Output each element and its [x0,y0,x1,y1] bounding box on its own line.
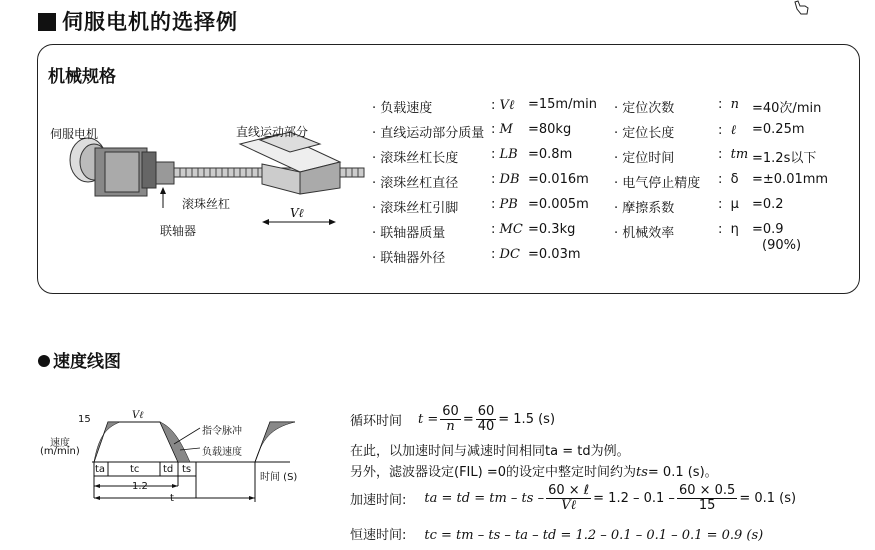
tc-label: tc [130,464,140,475]
constant-speed-label: 恒速时间: [350,528,407,543]
machine-spec-heading: 机械规格 [48,67,116,87]
hand-cursor-icon [792,0,810,16]
y-tick-15: 15 [78,414,91,425]
constant-speed-formula: 恒速时间: tc = tm – ts – ta – td = 1.2 – 0.1 – 0.1 – 0.1 = 0.9 (s) [350,528,764,543]
coupling-icon [156,162,174,184]
spec-symbol: η [730,222,739,237]
ball-screw-label: 滚珠丝杠 [182,197,231,211]
spec-symbol: δ [730,172,739,187]
spec-value: =0.3kg [528,222,576,237]
servo-motor-label: 伺服电机 [50,127,99,141]
spec-label: · 联轴器质量 [372,226,446,241]
spec-symbol: MC [499,222,523,237]
spec-value: =15m/min [528,97,597,112]
speed-diagram-heading: 速度线图 [38,347,121,372]
servo-motor-icon [70,138,156,196]
spec-value: =0.005m [528,197,589,212]
spec-value: =±0.01mm [752,172,829,187]
efficiency-percent: (90%) [762,238,802,253]
spec-label: · 滚珠丝杠直径 [372,176,459,191]
spec-label: · 定位长度 [614,126,675,141]
ts-label: ts [182,464,192,475]
y-axis-label-1: 速度 [50,438,70,449]
bullet-dot-icon [38,355,50,367]
time-axis-label: 时间 (S) [260,472,298,483]
linear-table-icon [240,132,340,194]
accel-time-label: 加速时间: [350,493,407,508]
accel-time-formula: 加速时间: ta = td = tm – ts – $\frac{\text{60 × ℓ}}{\text{Vℓ}}$ = 1.2 – 0.1 – $\frac{60 \times 0.5}{15}$ = 0.1 (s) [350,483,797,513]
spec-label: · 电气停止精度 [614,176,701,191]
cycle-time-label: 循环时间 [350,414,403,429]
spec-label: · 负载速度 [372,101,433,116]
spec-label: · 直线运动部分质量 [372,126,485,141]
spec-symbol: DB [499,172,520,187]
note-settling-time: 另外，滤波器设定(FIL) =0的设定中整定时间约为ts= 0.1 (s)。 [350,465,718,480]
spec-value: =0.2 [752,197,784,212]
note-accel-equals-decel: 在此，以加速时间与减速时间相同ta = td为例。 [350,444,630,459]
spec-symbol: μ [730,197,739,212]
cmd-pulse-label: 指令脉冲 [202,426,242,437]
spec-label: · 滚珠丝杠引脚 [372,201,459,216]
td-label: td [163,464,174,475]
spec-symbol: ℓ [730,123,737,138]
spec-value: =0.9 [752,222,784,237]
spec-symbol: M [499,122,513,137]
spec-label: · 滚珠丝杠长度 [372,151,459,166]
v-level-label: Vℓ [132,410,144,421]
cycle-time-formula: 循环时间 t = $\frac{60}{n}$ = $\frac{60}{40}$ = 1.5 (s) [350,404,556,434]
spec-symbol: LB [499,147,518,162]
spec-symbol: PB [499,197,518,212]
spec-label: · 定位次数 [614,101,675,116]
t-label: t [170,493,174,504]
spec-label: · 联轴器外径 [372,251,446,266]
spec-symbol: DC [499,247,520,262]
spec-value: =40次/min [752,101,822,116]
spec-symbol: tm [730,147,749,162]
linear-part-label: 直线运动部分 [236,125,309,139]
spec-symbol: n [730,97,740,112]
spec-value: =0.03m [528,247,581,262]
spec-value: =0.25m [752,122,805,137]
spec-symbol: Vℓ [499,98,515,113]
spec-value: =0.8m [528,147,573,162]
speed-diagram [90,410,310,510]
y-axis-label-2: (m/min) [40,446,80,457]
page-title: 伺服电机的选择例 [38,6,238,36]
tm-value-label: 1.2 [132,481,148,492]
spec-value: =0.016m [528,172,589,187]
spec-label: · 摩擦系数 [614,201,675,216]
spec-value: =1.2s以下 [752,151,817,166]
velocity-label: Vℓ [290,206,304,220]
ta-label: ta [95,464,106,475]
spec-label: · 定位时间 [614,151,675,166]
square-bullet-icon [38,13,56,31]
spec-value: =80kg [528,122,572,137]
load-speed-label: 负载速度 [202,447,242,458]
coupling-label: 联轴器 [160,224,197,238]
spec-label: · 机械效率 [614,226,675,241]
